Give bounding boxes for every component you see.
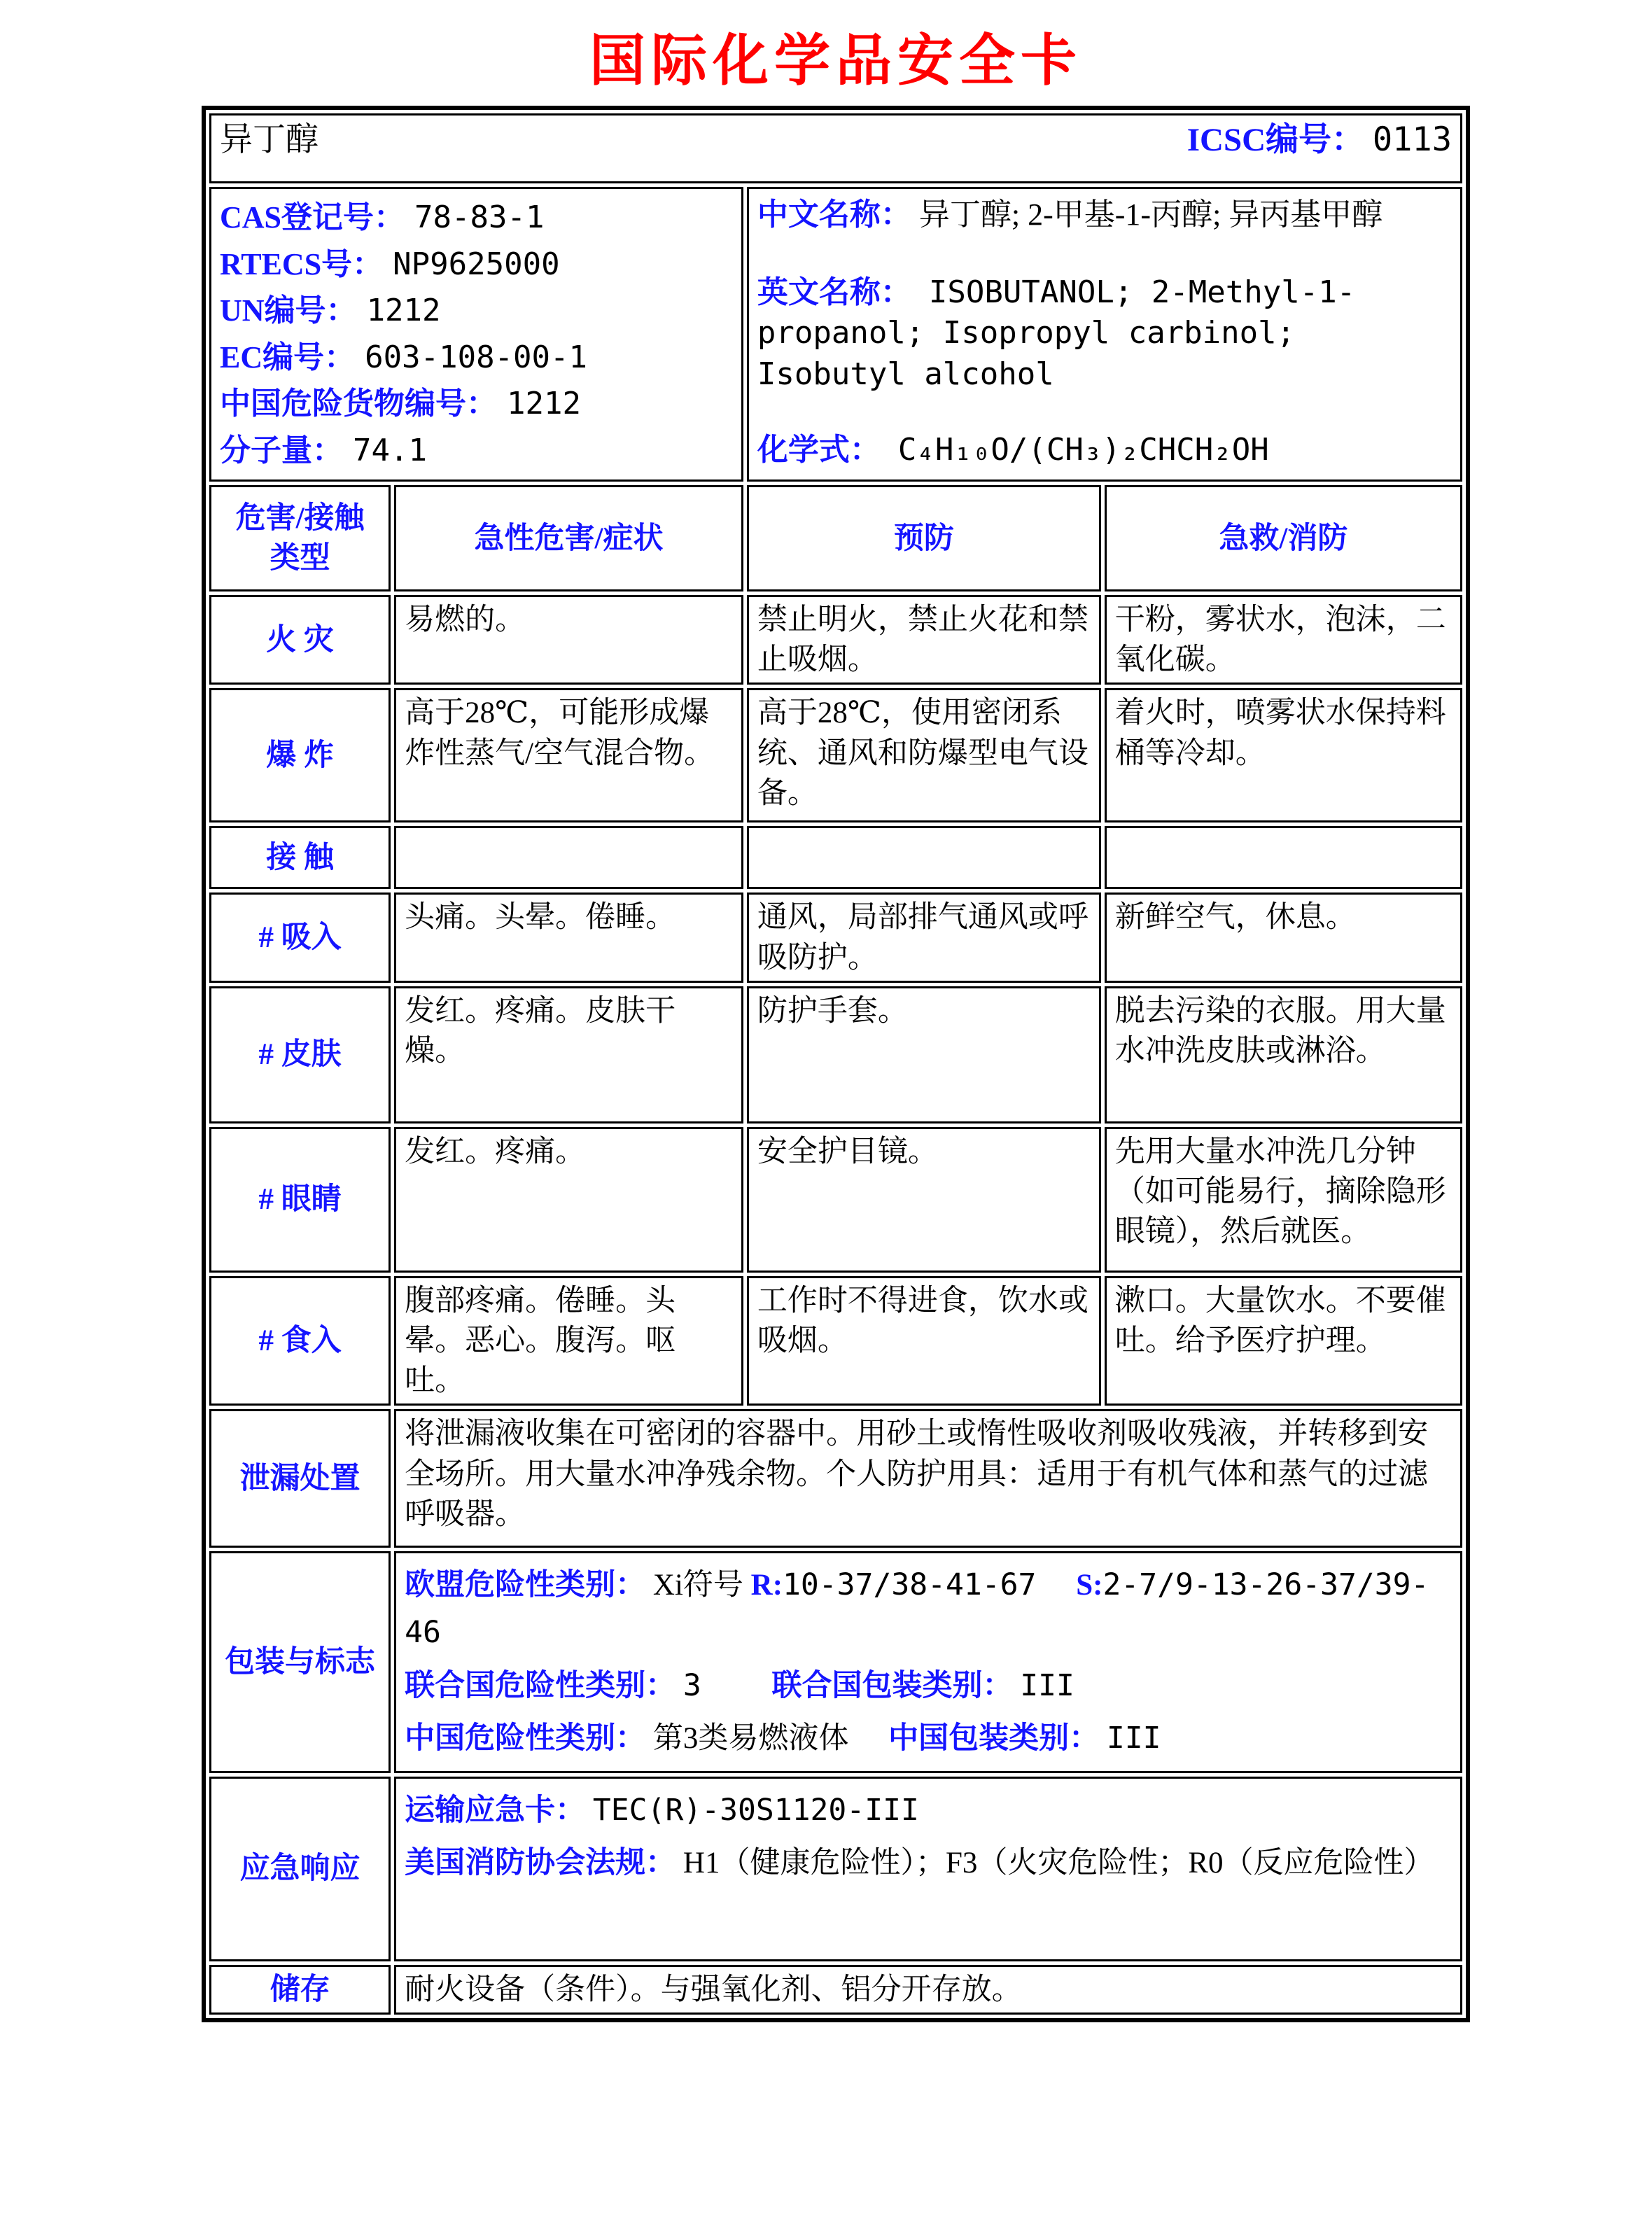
eyes-prevention: 安全护目镜。 xyxy=(747,1127,1101,1273)
nfpa-label: 美国消防协会法规： xyxy=(405,1846,676,1879)
cn-name-value: 异丁醇; 2-甲基-1-丙醇; 异丙基甲醇 xyxy=(918,197,1383,232)
ec-value: 603-108-00-1 xyxy=(365,339,588,375)
eyes-response: 先用大量水冲洗几分钟（如可能易行，摘除隐形眼镜），然后就医。 xyxy=(1105,1127,1462,1273)
cn-pack-label: 中国包装类别： xyxy=(888,1722,1100,1756)
un-value: 1212 xyxy=(366,293,441,329)
inhalation-row xyxy=(209,892,1462,982)
cn-hazard-value: 第3类易燃液体 xyxy=(652,1722,849,1756)
ingestion-prevention: 工作时不得进食，饮水或吸烟。 xyxy=(747,1276,1101,1406)
inhalation-prevention: 通风，局部排气通风或呼吸防护。 xyxy=(747,892,1101,982)
spill-label: 泄漏处置 xyxy=(209,1409,391,1548)
storage-label: 储存 xyxy=(209,1965,391,2015)
page-title: 国际化学品安全卡 xyxy=(589,31,1082,92)
contact-prevention xyxy=(747,826,1101,889)
explosion-type: 爆 炸 xyxy=(209,688,391,822)
un-pack-label: 联合国包装类别： xyxy=(771,1669,1013,1702)
tec-value: TEC(R)-30S1120-III xyxy=(592,1792,919,1828)
explosion-symptoms: 高于28℃，可能形成爆炸性蒸气/空气混合物。 xyxy=(394,688,743,822)
spill-row xyxy=(209,1409,1462,1548)
packaging-label: 包装与标志 xyxy=(209,1551,391,1773)
skin-prevention: 防护手套。 xyxy=(747,986,1101,1124)
mol-weight-value: 74.1 xyxy=(353,432,427,468)
rtecs-label: RTECS号： xyxy=(220,246,384,281)
contact-row xyxy=(209,826,1462,889)
fire-symptoms: 易燃的。 xyxy=(394,595,743,685)
tec-label: 运输应急卡： xyxy=(405,1793,586,1827)
nfpa-line xyxy=(405,1840,1452,1887)
r-phrases-value: 10-37/38-41-67 xyxy=(783,1567,1037,1603)
cn-pack-value: III xyxy=(1106,1721,1161,1756)
ingestion-response: 漱口。大量饮水。不要催吐。给予医疗护理。 xyxy=(1105,1276,1462,1406)
identifiers-cell xyxy=(209,187,743,482)
skin-row xyxy=(209,986,1462,1124)
china-dg-value: 1212 xyxy=(507,386,581,422)
contact-symptoms xyxy=(394,826,743,889)
spill-text: 将泄漏液收集在可密闭的容器中。用砂土或惰性吸收剂吸收残液，并转移到安全场所。用大量水冲净残余物。个人防护用具：适用于有机气体和蒸气的过滤呼吸器。 xyxy=(394,1409,1462,1548)
band-row xyxy=(209,113,1462,183)
eyes-symptoms: 发红。疼痛。 xyxy=(394,1127,743,1273)
ingestion-symptoms: 腹部疼痛。倦睡。头晕。恶心。腹泻。呕吐。 xyxy=(394,1276,743,1406)
cn-class-line xyxy=(405,1715,1452,1763)
cn-name-label: 中文名称： xyxy=(757,197,911,232)
cn-hazard-label: 中国危险性类别： xyxy=(405,1722,646,1756)
skin-type: # 皮肤 xyxy=(209,986,391,1124)
un-class-line xyxy=(405,1662,1452,1710)
ec-label: EC编号： xyxy=(220,340,356,374)
eyes-row xyxy=(209,1127,1462,1273)
rtecs-line xyxy=(220,244,733,286)
emergency-row xyxy=(209,1777,1462,1961)
tec-line xyxy=(405,1787,1452,1835)
formula-label: 化学式： xyxy=(757,433,881,468)
header-symptoms: 急性危害/症状 xyxy=(394,485,743,592)
header-response: 急救/消防 xyxy=(1105,485,1462,592)
un-hazard-value: 3 xyxy=(682,1667,701,1703)
storage-text: 耐火设备（条件）。与强氧化剂、铝分开存放。 xyxy=(394,1965,1462,2015)
storage-row xyxy=(209,1965,1462,2015)
eu-class-label: 欧盟危险性类别： xyxy=(405,1569,646,1602)
formula-value: C₄H₁₀O/(CH₃)₂CHCH₂OH xyxy=(897,432,1269,468)
hazard-header-row xyxy=(209,485,1462,592)
cas-label: CAS登记号： xyxy=(220,200,405,234)
en-name-line xyxy=(757,272,1452,396)
icsc-number-group xyxy=(1187,118,1452,162)
rtecs-value: NP9625000 xyxy=(393,246,560,282)
fire-response: 干粉，雾状水，泡沫，二氧化碳。 xyxy=(1105,595,1462,685)
cn-name-line xyxy=(757,195,1452,236)
icsc-table xyxy=(202,106,1470,2022)
header-hazard-type: 危害/接触 类型 xyxy=(209,485,391,592)
emergency-content xyxy=(394,1777,1462,1961)
eyes-type: # 眼睛 xyxy=(209,1127,391,1273)
eu-symbol-value: Xi符号 xyxy=(652,1569,743,1602)
explosion-response: 着火时，喷雾状水保持料桶等冷却。 xyxy=(1105,688,1462,822)
inhalation-response: 新鲜空气，休息。 xyxy=(1105,892,1462,982)
s-phrases-label: S: xyxy=(1076,1569,1103,1602)
en-name-label: 英文名称： xyxy=(757,274,911,309)
un-line xyxy=(220,290,733,332)
cas-value: 78-83-1 xyxy=(414,200,545,235)
ingestion-row xyxy=(209,1276,1462,1406)
fire-row xyxy=(209,595,1462,685)
icsc-number-label: ICSC编号： xyxy=(1186,122,1365,158)
skin-response: 脱去污染的衣服。用大量水冲洗皮肤或淋浴。 xyxy=(1105,986,1462,1124)
mol-weight-line xyxy=(220,430,733,472)
explosion-row xyxy=(209,688,1462,822)
names-cell xyxy=(747,187,1462,482)
un-hazard-label: 联合国危险性类别： xyxy=(405,1669,676,1702)
ec-line xyxy=(220,337,733,379)
packaging-content xyxy=(394,1551,1462,1773)
packaging-row xyxy=(209,1551,1462,1773)
header-prevention: 预防 xyxy=(747,485,1101,592)
nfpa-value: H1（健康危险性）；F3（火灾危险性；R0（反应危险性） xyxy=(682,1846,1434,1879)
un-pack-value: III xyxy=(1020,1667,1074,1703)
icsc-number-value: 0113 xyxy=(1372,120,1452,159)
skin-symptoms: 发红。疼痛。皮肤干燥。 xyxy=(394,986,743,1124)
info-row xyxy=(209,187,1462,482)
fire-prevention: 禁止明火，禁止火花和禁止吸烟。 xyxy=(747,595,1101,685)
china-dg-label: 中国危险货物编号： xyxy=(220,386,497,421)
formula-line xyxy=(757,430,1452,471)
r-phrases-label: R: xyxy=(750,1569,783,1602)
explosion-prevention: 高于28℃，使用密闭系统、通风和防爆型电气设备。 xyxy=(747,688,1101,822)
ingestion-type: # 食入 xyxy=(209,1276,391,1406)
contact-type: 接 触 xyxy=(209,826,391,889)
substance-name: 异丁醇 xyxy=(220,122,318,158)
cas-line xyxy=(220,197,733,239)
un-label: UN编号： xyxy=(220,293,357,328)
s-phrases-value: 2-7/9-13-26-37/39-46 xyxy=(405,1567,1429,1651)
inhalation-symptoms: 头痛。头晕。倦睡。 xyxy=(394,892,743,982)
en-name-value: ISOBUTANOL; 2-Methyl-1-propanol; Isopropyl carbinol; Isobutyl alcohol xyxy=(757,274,1356,392)
emergency-label: 应急响应 xyxy=(209,1777,391,1961)
fire-type: 火 灾 xyxy=(209,595,391,685)
inhalation-type: # 吸入 xyxy=(209,892,391,982)
band-cell xyxy=(209,113,1462,183)
china-dg-line xyxy=(220,384,733,425)
mol-weight-label: 分子量： xyxy=(220,433,343,468)
band-content xyxy=(220,118,1452,162)
eu-class-line xyxy=(405,1562,1452,1656)
contact-response xyxy=(1105,826,1462,889)
